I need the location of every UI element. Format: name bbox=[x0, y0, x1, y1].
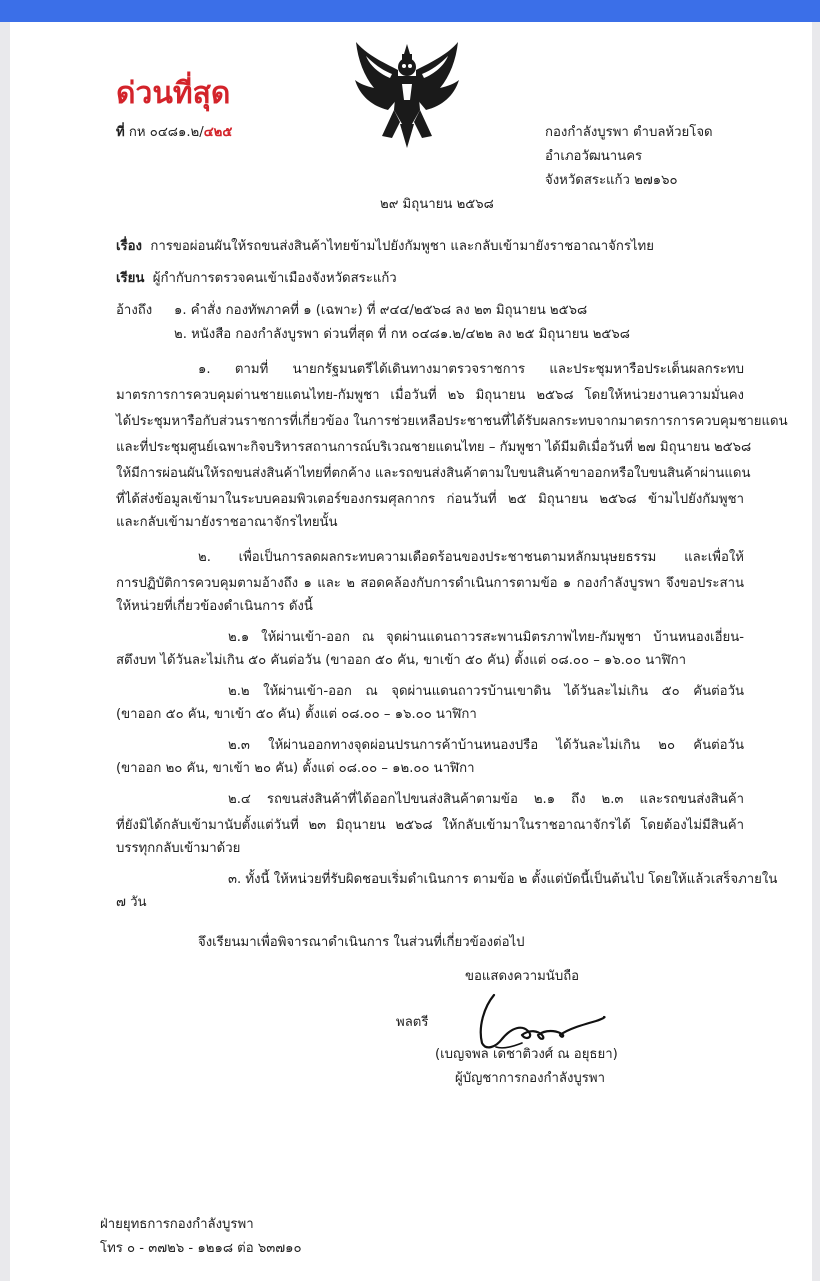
browser-top-bar bbox=[0, 0, 820, 22]
reference-label: อ้างถึง bbox=[116, 303, 153, 318]
doc-no-prefix: กห ๐๔๘๑.๒/ bbox=[128, 125, 204, 140]
footer-department: ฝ่ายยุทธการกองกำลังบูรพา bbox=[100, 1217, 254, 1232]
item-2-1-line: สตึงบท ได้วันละไม่เกิน ๕๐ คันต่อวัน (ขาออก ๕๐ คัน, ขาเข้า ๕๐ คัน) ตั้งแต่ ๐๘.๐๐ – ๑๖.๐๐ นาฬิกา bbox=[116, 653, 687, 668]
item-2-2-line: (ขาออก ๕๐ คัน, ขาเข้า ๕๐ คัน) ตั้งแต่ ๐๘.๐๐ – ๑๖.๐๐ นาฬิกา bbox=[116, 707, 477, 722]
item-2-4-line: ๒.๔ รถขนส่งสินค้าที่ได้ออกไปขนส่งสินค้าตามข้อ ๒.๑ ถึง ๒.๓ และรถขนส่งสินค้า bbox=[228, 792, 744, 807]
closing-text: จึงเรียนมาเพื่อพิจารณาดำเนินการ ในส่วนที่เกี่ยวข้องต่อไป bbox=[198, 935, 525, 950]
recipient-text: ผู้กำกับการตรวจคนเข้าเมืองจังหวัดสระแก้ว bbox=[152, 271, 397, 286]
paragraph-1-line: ๑. ตามที่ นายกรัฐมนตรีได้เดินทางมาตรวจราชการ และประชุมหารือประเด็นผลกระทบ bbox=[198, 362, 744, 377]
signer-title: ผู้บัญชาการกองกำลังบูรพา bbox=[455, 1071, 605, 1086]
sender-line-2: อำเภอวัฒนานคร bbox=[545, 149, 643, 164]
signer-rank: พลตรี bbox=[396, 1015, 429, 1030]
document-date: ๒๙ มิถุนายน ๒๕๖๘ bbox=[380, 197, 494, 212]
sender-line-1: กองกำลังบูรพา ตำบลห้วยโจด bbox=[545, 125, 713, 140]
item-2-1-line: ๒.๑ ให้ผ่านเข้า-ออก ณ จุดผ่านแดนถาวรสะพานมิตรภาพไทย-กัมพูชา บ้านหนองเอี่ยน- bbox=[228, 630, 744, 645]
footer-phone: โทร ๐ - ๓๗๒๖ - ๑๒๑๘ ต่อ ๖๓๗๑๐ bbox=[100, 1241, 302, 1256]
paragraph-1-line: มาตรการการควบคุมด่านชายแดนไทย-กัมพูชา เมื่อวันที่ ๒๖ มิถุนายน ๒๕๖๘ โดยให้หน่วยงานความมั่นคง bbox=[116, 388, 744, 403]
regards-text: ขอแสดงความนับถือ bbox=[465, 969, 580, 984]
subject-text: การขอผ่อนผันให้รถขนส่งสินค้าไทยข้ามไปยังกัมพูชา และกลับเข้ามายังราชอาณาจักรไทย bbox=[150, 239, 654, 254]
paragraph-1-line: และที่ประชุมศูนย์เฉพาะกิจบริหารสถานการณ์บริเวณชายแดนไทย – กัมพูชา ได้มีมติเมื่อวันที่ ๒๗ มิถุนายน ๒๕๖๘ bbox=[116, 440, 752, 455]
doc-no-suffix: ๔๒๕ bbox=[203, 125, 233, 140]
document-number bbox=[116, 124, 232, 142]
subject-label: เรื่อง bbox=[116, 239, 142, 254]
item-2-3-line: ๒.๓ ให้ผ่านออกทางจุดผ่อนปรนการค้าบ้านหนองปรือ ได้วันละไม่เกิน ๒๐ คันต่อวัน bbox=[228, 738, 744, 753]
document-page bbox=[10, 22, 812, 1281]
sender-line-3: จังหวัดสระแก้ว ๒๗๑๖๐ bbox=[545, 173, 678, 188]
reference-item: ๒. หนังสือ กองกำลังบูรพา ด่วนที่สุด ที่ กห ๐๔๘๑.๒/๔๒๒ ลง ๒๕ มิถุนายน ๒๕๖๘ bbox=[174, 327, 630, 342]
paragraph-3-line: ๗ วัน bbox=[116, 895, 147, 910]
reference-item: ๑. คำสั่ง กองทัพภาคที่ ๑ (เฉพาะ) ที่ ๙๔๔/๒๕๖๘ ลง ๒๓ มิถุนายน ๒๕๖๘ bbox=[174, 303, 588, 318]
paragraph-2-line: การปฏิบัติการควบคุมตามอ้างถึง ๑ และ ๒ สอดคล้องกับการดำเนินการตามข้อ ๑ กองกำลังบูรพา จึงขอประสาน bbox=[116, 576, 744, 591]
doc-no-label: ที่ bbox=[116, 125, 125, 140]
signer-name: (เบญจพล เดชาติวงศ์ ณ อยุธยา) bbox=[435, 1047, 618, 1062]
garuda-emblem-icon bbox=[352, 40, 462, 152]
subject-line bbox=[116, 238, 654, 256]
paragraph-2-line: ๒. เพื่อเป็นการลดผลกระทบความเดือดร้อนของประชาชนตามหลักมนุษยธรรม และเพื่อให้ bbox=[198, 550, 744, 565]
recipient-line bbox=[116, 270, 397, 288]
paragraph-3-line: ๓. ทั้งนี้ ให้หน่วยที่รับผิดชอบเริ่มดำเนินการ ตามข้อ ๒ ตั้งแต่บัดนี้เป็นต้นไป โดยให้แล้วเสร็จภายใน bbox=[228, 872, 778, 887]
item-2-2-line: ๒.๒ ให้ผ่านเข้า-ออก ณ จุดผ่านแดนถาวรบ้านเขาดิน ได้วันละไม่เกิน ๕๐ คันต่อวัน bbox=[228, 684, 744, 699]
item-2-3-line: (ขาออก ๒๐ คัน, ขาเข้า ๒๐ คัน) ตั้งแต่ ๐๘.๐๐ – ๑๒.๐๐ นาฬิกา bbox=[116, 761, 475, 776]
urgency-label: ด่วนที่สุด bbox=[116, 76, 231, 111]
paragraph-1-line: ให้มีการผ่อนผันให้รถขนส่งสินค้าไทยที่ตกค้าง และรถขนส่งสินค้าตามใบขนสินค้าขาออกหรือใบขนสินค้าผ่านแดน bbox=[116, 466, 751, 481]
item-2-4-line: บรรทุกกลับเข้ามาด้วย bbox=[116, 841, 241, 856]
item-2-4-line: ที่ยังมิได้กลับเข้ามานับตั้งแต่วันที่ ๒๓ มิถุนายน ๒๕๖๘ ให้กลับเข้ามาในราชอาณาจักรได้ โดยต้องไม่มีสินค้า bbox=[116, 818, 744, 833]
paragraph-2-line: ให้หน่วยที่เกี่ยวข้องดำเนินการ ดังนี้ bbox=[116, 599, 313, 614]
paragraph-1-line: ที่ได้ส่งข้อมูลเข้ามาในระบบคอมพิวเตอร์ของกรมศุลกากร ก่อนวันที่ ๒๕ มิถุนายน ๒๕๖๘ ข้ามไปยังกัมพูชา bbox=[116, 492, 744, 507]
paragraph-1-line: ได้ประชุมหารือกับส่วนราชการที่เกี่ยวข้อง ในการช่วยเหลือประชาชนที่ได้รับผลกระทบจากมาตรการการควบคุมชายแดน bbox=[116, 414, 788, 429]
recipient-label: เรียน bbox=[116, 271, 145, 286]
paragraph-1-line: และกลับเข้ามายังราชอาณาจักรไทยนั้น bbox=[116, 515, 338, 530]
